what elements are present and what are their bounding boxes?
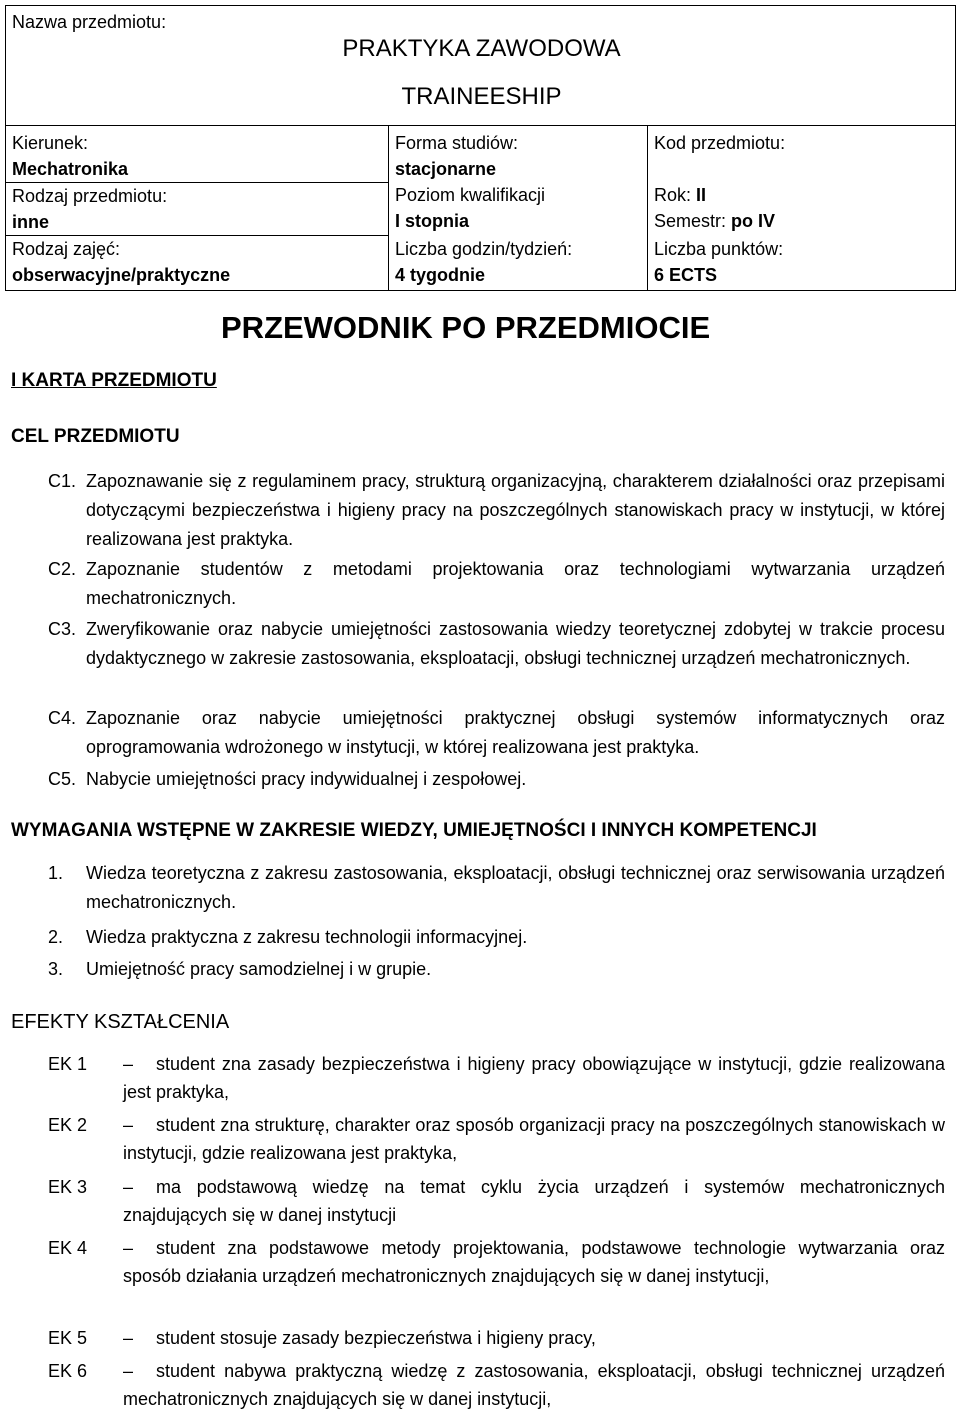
goal-code: C2.	[48, 559, 77, 579]
goal-item-c1	[48, 467, 945, 554]
subject-type-cell	[6, 183, 389, 236]
goal-item-c4	[48, 704, 945, 762]
hours-label: Liczba godzin/tydzień:	[395, 239, 573, 259]
dash-icon: –	[123, 1361, 134, 1381]
course-header-table	[5, 5, 956, 291]
course-name-en: TRAINEESHIP	[401, 83, 562, 110]
goal-text: Zapoznawanie się z regulaminem pracy, strukturą organizacyjną, charakterem działalności oraz przepisami dotyczącymi bezpieczeństwa i higieny pracy na poszczególnych stanowiskach pracy w instytucji, w której realizowana jest praktyka.	[86, 471, 945, 549]
outcome-code: EK 6	[48, 1361, 88, 1381]
direction-cell	[6, 126, 389, 183]
requirement-number: 1.	[48, 863, 64, 883]
goal-code: C5.	[48, 769, 77, 789]
goal-item-c3	[48, 615, 945, 673]
dash-icon: –	[123, 1177, 134, 1197]
section-goal: CEL PRZEDMIOTU	[11, 426, 180, 447]
goal-item-c5	[48, 765, 945, 794]
section-card: I KARTA PRZEDMIOTU	[11, 370, 217, 391]
outcome-item-ek3	[48, 1173, 945, 1229]
course-name: PRAKTYKA ZAWODOWA	[342, 35, 621, 62]
course-name-cell	[6, 6, 956, 126]
subject-type-value: inne	[12, 212, 50, 232]
year-value: II	[696, 185, 707, 205]
goal-text: Nabycie umiejętności pracy indywidualnej i zespołowej.	[86, 769, 527, 789]
goal-text: Zapoznanie oraz nabycie umiejętności praktycznej obsługi systemów informatycznych oraz oprogramowania wdrożonego w instytucji, w której realizowana jest praktyka.	[86, 708, 945, 757]
study-form-label: Forma studiów:	[395, 133, 519, 153]
outcome-code: EK 1	[48, 1054, 88, 1074]
requirement-number: 2.	[48, 927, 64, 947]
outcome-item-ek4	[48, 1234, 945, 1290]
level-value: I stopnia	[395, 211, 470, 231]
study-form-value: stacjonarne	[395, 159, 497, 179]
outcome-text: student zna strukturę, charakter oraz sposób organizacji pracy na poszczególnych stanowiskach w instytucji, gdzie realizowana jest praktyka,	[123, 1115, 945, 1163]
direction-label: Kierunek:	[12, 133, 89, 153]
outcome-item-ek2	[48, 1111, 945, 1167]
section-outcomes: EFEKTY KSZTAŁCENIA	[11, 1011, 230, 1033]
code-info-cell	[648, 126, 956, 291]
code-label: Kod przedmiotu:	[654, 133, 786, 153]
outcome-code: EK 2	[48, 1115, 88, 1135]
semester-value: po IV	[731, 211, 776, 231]
goal-code: C1.	[48, 471, 77, 491]
requirement-text: Wiedza praktyczna z zakresu technologii informacyjnej.	[86, 927, 528, 947]
course-name-label: Nazwa przedmiotu:	[12, 12, 167, 32]
goal-code: C3.	[48, 619, 77, 639]
guide-title: PRZEWODNIK PO PRZEDMIOCIE	[221, 310, 711, 345]
semester-row	[654, 208, 955, 234]
outcome-code: EK 5	[48, 1328, 88, 1348]
outcome-text: student stosuje zasady bezpieczeństwa i higieny pracy,	[156, 1328, 596, 1348]
outcome-code: EK 4	[48, 1238, 88, 1258]
class-type-cell	[6, 236, 389, 291]
points-label: Liczba punktów:	[654, 239, 784, 259]
outcome-code: EK 3	[48, 1177, 88, 1197]
subject-type-label: Rodzaj przedmiotu:	[12, 186, 168, 206]
goal-text: Zweryfikowanie oraz nabycie umiejętności zastosowania wiedzy teoretycznej zdobytej w trakcie procesu dydaktycznego w zakresie zastosowania, eksploatacji, obsługi technicznej urządzeń mechatronicznych.	[86, 619, 945, 668]
goal-item-c2	[48, 555, 945, 613]
dash-icon: –	[123, 1328, 134, 1348]
section-requirements: WYMAGANIA WSTĘPNE W ZAKRESIE WIEDZY, UMIEJĘTNOŚCI I INNYCH KOMPETENCJI	[11, 820, 817, 841]
requirement-item-2	[48, 923, 945, 952]
study-info-cell	[389, 126, 648, 291]
outcome-text: student zna podstawowe metody projektowania, podstawowe technologie wytwarzania oraz sposób działania urządzeń mechatronicznych znajdujących się w danej instytucji,	[123, 1238, 945, 1286]
outcome-text: student nabywa praktyczną wiedzę z zastosowania, eksploatacji, obsługi technicznej urządzeń mechatronicznych znajdujących się w danej instytucji,	[123, 1361, 945, 1409]
points-value: 6 ECTS	[654, 265, 718, 285]
requirement-text: Wiedza teoretyczna z zakresu zastosowania, eksploatacji, obsługi technicznej oraz serwisowania urządzeń mechatronicznych.	[86, 863, 945, 912]
dash-icon: –	[123, 1115, 134, 1135]
outcome-item-ek6	[48, 1357, 945, 1413]
requirement-item-3	[48, 955, 945, 984]
requirement-number: 3.	[48, 959, 64, 979]
hours-value: 4 tygodnie	[395, 265, 486, 285]
goal-text: Zapoznanie studentów z metodami projektowania oraz technologiami wytwarzania urządzeń mechatronicznych.	[86, 559, 945, 608]
dash-icon: –	[123, 1054, 134, 1074]
dash-icon: –	[123, 1238, 134, 1258]
requirement-text: Umiejętność pracy samodzielnej i w grupie.	[86, 959, 432, 979]
year-row	[654, 182, 955, 208]
outcome-item-ek1	[48, 1050, 945, 1106]
semester-label: Semestr:	[654, 211, 727, 231]
requirement-item-1	[48, 859, 945, 917]
year-label: Rok:	[654, 185, 692, 205]
goal-code: C4.	[48, 708, 77, 728]
outcome-text: student zna zasady bezpieczeństwa i higieny pracy obowiązujące w instytucji, gdzie realizowana jest praktyka,	[123, 1054, 945, 1102]
level-label: Poziom kwalifikacji	[395, 185, 546, 205]
outcome-item-ek5	[48, 1324, 945, 1352]
class-type-value: obserwacyjne/praktyczne	[12, 265, 231, 285]
class-type-label: Rodzaj zajęć:	[12, 239, 121, 259]
direction-value: Mechatronika	[12, 159, 129, 179]
outcome-text: ma podstawową wiedzę na temat cyklu życia urządzeń i systemów mechatronicznych znajdujących się w danej instytucji	[123, 1177, 945, 1225]
